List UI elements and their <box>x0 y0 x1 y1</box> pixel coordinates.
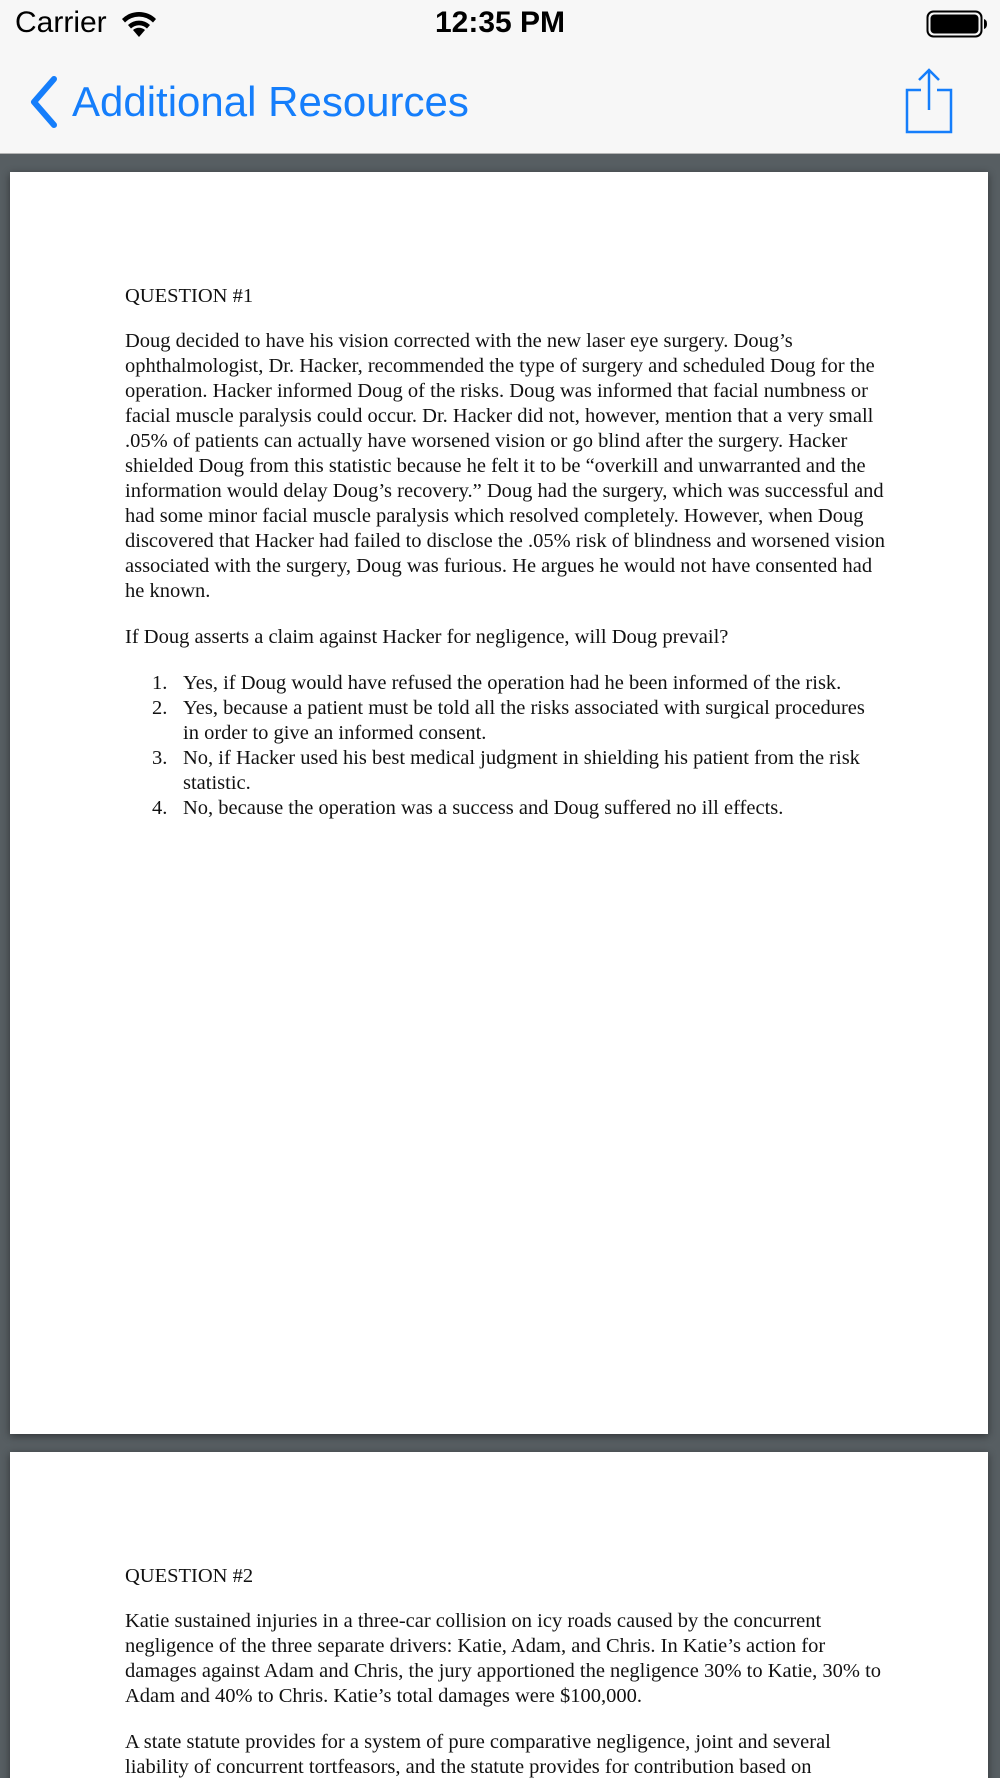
question-paragraph: Doug decided to have his vision corrected with the new laser eye surgery. Doug’s ophthalmologist, Dr. Hacker, recommended the type of surgery and scheduled Doug for the operation. Hacker informed Doug of the risks. Doug was informed that facial numbness or facial muscle paralysis could occur. Dr. Hacker did not, however, mention that a very small .05% of patients can actually have worsened vision or go blind after the surgery. Hacker shielded Doug from this statistic because he felt it to be “overkill and unwarranted and the information would delay Doug’s recovery.” Doug had the surgery, which was successful and had some minor facial muscle paralysis which resolved completely. However, when Doug discovered that Hacker had failed to disclose the .05% risk of blindness and worsened vision associated with the surgery, Doug was furious. He argues he would not have consented had he known. <box>125 330 886 602</box>
page-content <box>125 1564 885 1778</box>
answer-item <box>125 696 885 746</box>
back-button-label: Additional Resources <box>72 78 469 125</box>
answer-text: Yes, if Doug would have refused the operation had he been informed of the risk. <box>183 672 842 694</box>
answer-item <box>125 671 885 696</box>
navigation-bar <box>0 50 1000 154</box>
pdf-viewer[interactable] <box>0 154 1000 1778</box>
status-bar <box>0 0 1000 50</box>
pdf-page <box>10 172 988 1434</box>
answer-number: 3. <box>152 747 168 769</box>
chevron-left-icon <box>28 75 60 129</box>
answer-text: No, if Hacker used his best medical judgment in shielding his patient from the risk statistic. <box>183 747 860 794</box>
answer-list <box>125 671 885 821</box>
answer-number: 4. <box>152 797 168 819</box>
question-paragraph: Katie sustained injuries in a three-car collision on icy roads caused by the concurrent negligence of the three separate drivers: Katie, Adam, and Chris. In Katie’s action for damages against Adam and Chris, the jury apportioned the negligence 30% to Katie, 30% to Adam and 40% to Chris. Katie’s total damages were $100,000. <box>125 1610 882 1707</box>
answer-number: 1. <box>152 672 168 694</box>
share-icon[interactable] <box>904 66 954 136</box>
question-heading: QUESTION #2 <box>125 1565 254 1587</box>
battery-full-icon <box>926 10 988 38</box>
back-button[interactable] <box>28 72 469 132</box>
answer-item <box>125 746 885 796</box>
question-prompt: If Doug asserts a claim against Hacker for negligence, will Doug prevail? <box>125 626 729 648</box>
answer-item <box>125 796 885 821</box>
answer-text: Yes, because a patient must be told all the risks associated with surgical procedures in order to give an informed consent. <box>183 697 865 744</box>
answer-text: No, because the operation was a success and Doug suffered no ill effects. <box>183 797 784 819</box>
pdf-page <box>10 1452 988 1778</box>
answer-number: 2. <box>152 697 168 719</box>
page-content <box>125 284 885 821</box>
question-paragraph: A state statute provides for a system of pure comparative negligence, joint and several liability of concurrent tortfeasors, and the statute provides for contribution based on <box>125 1731 831 1778</box>
question-heading: QUESTION #1 <box>125 285 254 307</box>
clock: 12:35 PM <box>434 6 566 39</box>
carrier-label: Carrier <box>15 6 107 39</box>
